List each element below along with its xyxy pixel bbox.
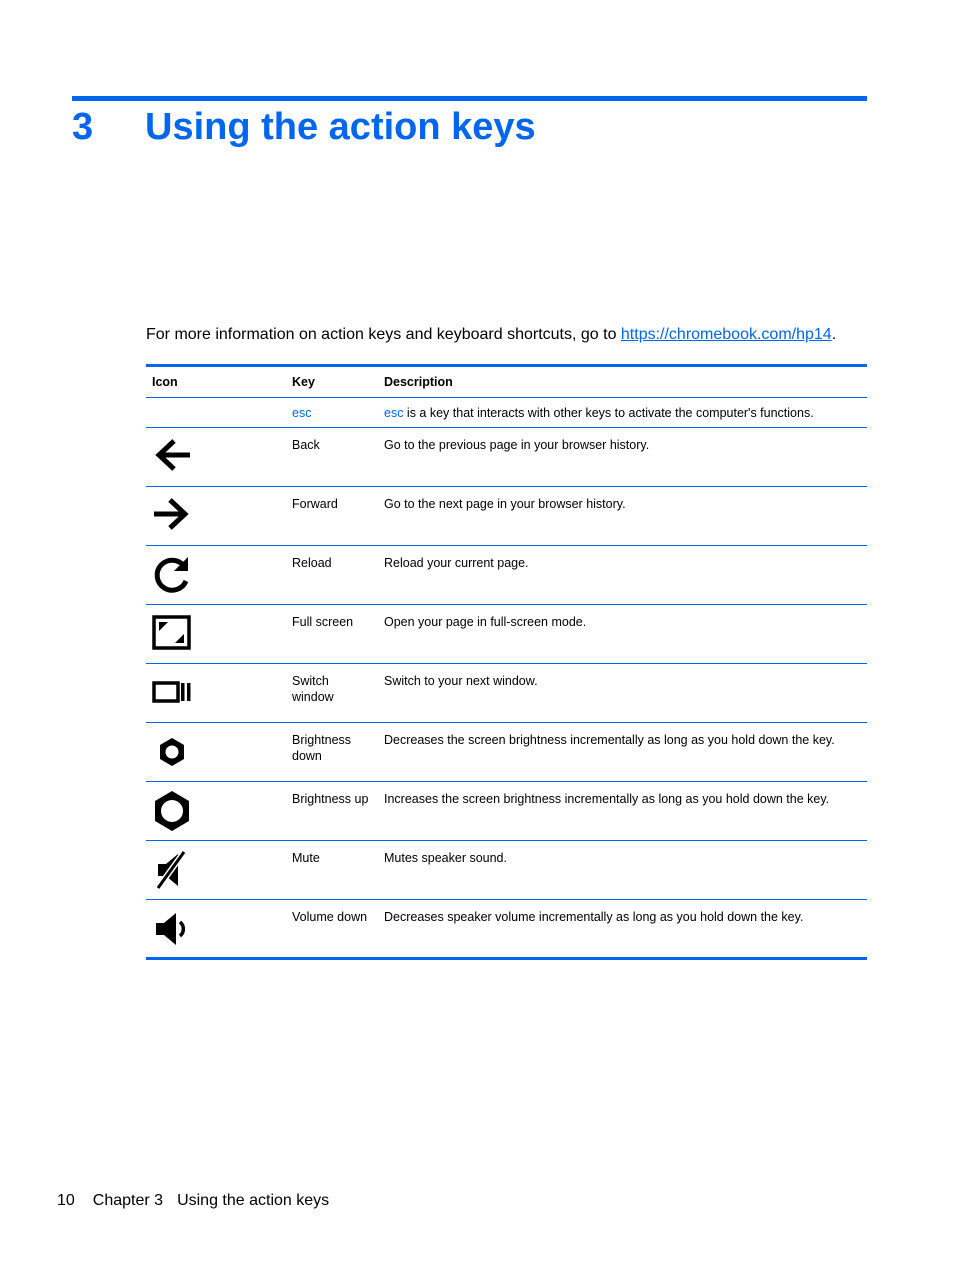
intro-period: . [831, 326, 837, 343]
description-full-screen: Open your page in full-screen mode. [378, 605, 867, 664]
description-mute: Mutes speaker sound. [378, 841, 867, 900]
header-icon: Icon [146, 366, 286, 398]
footer-chapter-title: Using the action keys [177, 1192, 330, 1209]
full-screen-icon [150, 612, 194, 656]
key-volume-down: Volume down [286, 900, 378, 959]
key-switch-window: Switch window [286, 664, 378, 723]
key-mute: Mute [286, 841, 378, 900]
key-brightness-down: Brightness down [286, 723, 378, 782]
description-esc [378, 398, 867, 428]
table-row-reload [146, 546, 867, 605]
key-brightness-up: Brightness up [286, 782, 378, 841]
chapter-number: 3 [72, 106, 94, 148]
description-back: Go to the previous page in your browser history. [378, 428, 867, 487]
forward-arrow-icon [150, 494, 194, 538]
table-row-back [146, 428, 867, 487]
brightness-up-icon [150, 789, 194, 833]
description-esc-key: esc [384, 406, 404, 420]
chapter-top-rule [72, 96, 867, 101]
description-brightness-up: Increases the screen brightness incrementally as long as you hold down the key. [378, 782, 867, 841]
table-row-full-screen [146, 605, 867, 664]
table-row-mute [146, 841, 867, 900]
description-esc-text: is a key that interacts with other keys to activate the computer's functions. [403, 406, 814, 420]
key-esc: esc [286, 398, 378, 428]
table-row-esc [146, 398, 867, 428]
volume-down-icon [150, 907, 194, 951]
switch-window-icon [150, 671, 194, 715]
footer-chapter-label: Chapter 3 [92, 1192, 164, 1209]
description-switch-window: Switch to your next window. [378, 664, 867, 723]
header-description: Description [378, 366, 867, 398]
reload-icon [150, 553, 194, 597]
table-row-forward [146, 487, 867, 546]
description-forward: Go to the next page in your browser history. [378, 487, 867, 546]
key-back: Back [286, 428, 378, 487]
table-row-switch-window [146, 664, 867, 723]
page-number: 10 [57, 1192, 75, 1209]
intro-text: For more information on action keys and keyboard shortcuts, go to [146, 326, 621, 343]
page-footer [57, 1192, 329, 1210]
table-row-brightness-up [146, 782, 867, 841]
key-full-screen: Full screen [286, 605, 378, 664]
intro-paragraph [146, 326, 836, 344]
chromebook-link[interactable]: https://chromebook.com/hp14 [620, 326, 832, 343]
back-arrow-icon [150, 435, 194, 479]
chapter-heading [72, 106, 536, 149]
icon-cell-empty [146, 398, 286, 428]
action-keys-table [146, 364, 867, 960]
key-forward: Forward [286, 487, 378, 546]
description-reload: Reload your current page. [378, 546, 867, 605]
key-reload: Reload [286, 546, 378, 605]
table-row-volume-down [146, 900, 867, 959]
description-brightness-down: Decreases the screen brightness incrementally as long as you hold down the key. [378, 723, 867, 782]
description-volume-down: Decreases speaker volume incrementally as long as you hold down the key. [378, 900, 867, 959]
brightness-down-icon [150, 730, 194, 774]
table-row-brightness-down [146, 723, 867, 782]
mute-icon [150, 848, 194, 892]
header-key: Key [286, 366, 378, 398]
chapter-title: Using the action keys [145, 106, 536, 148]
table-header-row [146, 366, 867, 398]
